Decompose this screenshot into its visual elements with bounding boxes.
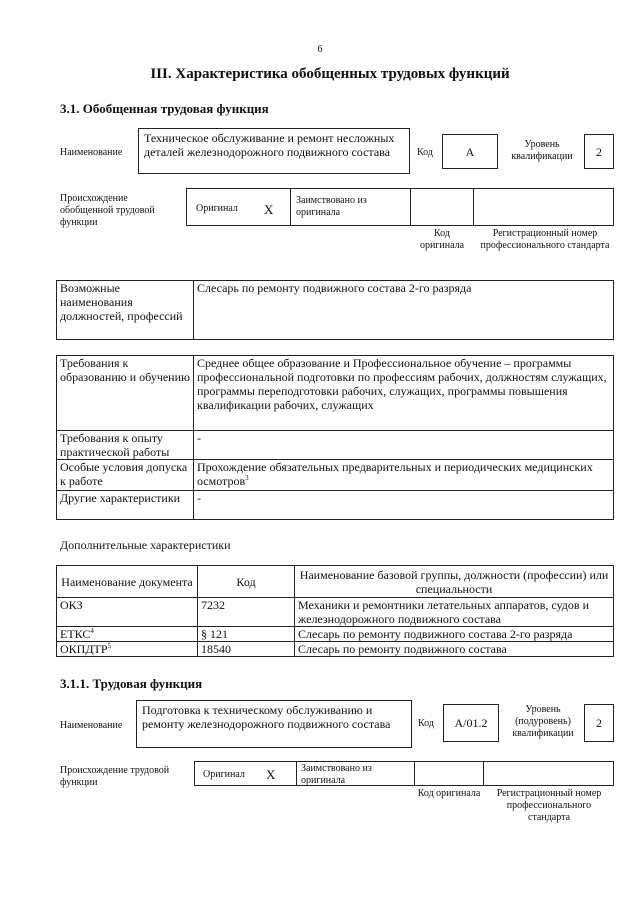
row-doc: ЕТКС: [60, 627, 91, 641]
req-education-value: Среднее общее образование и Профессиональное обучение – программы профессиональной подготовки по профессиям рабочих, должностям служащих, программы переподготовки рабочих, служащих, программы повышения квалификации рабочих, служащих: [194, 356, 614, 431]
gtf-code-original-caption: Код оригинала: [419, 228, 465, 251]
row-doc-footnote: 5: [107, 642, 112, 650]
section-title: III. Характеристика обобщенных трудовых функций: [150, 66, 510, 82]
row-doc-cell: [57, 627, 198, 642]
row-code: § 121: [198, 627, 295, 642]
row-doc-cell: [57, 642, 198, 657]
req-admission-footnote: 3: [245, 474, 249, 482]
row-doc: ОКПДТР: [60, 642, 108, 656]
req-experience-label: Требования к опыту практической работы: [57, 431, 194, 460]
tf-level-box: [584, 704, 614, 742]
gtf-original-mark: Х: [264, 202, 274, 217]
row-name: Слесарь по ремонту подвижного состава: [295, 642, 614, 657]
gtf-code-box: [442, 134, 498, 169]
tf-level-value: 2: [596, 716, 602, 730]
additional-title: Дополнительные характеристики: [60, 538, 231, 552]
row-doc-footnote: 4: [90, 627, 94, 635]
tf-name-label: Наименование: [60, 720, 123, 731]
req-other-label: Другие характеристики: [57, 491, 194, 520]
gtf-borrowed-label: Заимствовано из оригинала: [296, 195, 367, 218]
tf-origin-label: Происхождение трудовой функции: [60, 765, 170, 788]
additional-table: [56, 565, 614, 657]
gtf-name-box: [138, 128, 410, 174]
tf-borrowed-label: Заимствовано из оригинала: [301, 763, 372, 786]
gtf-level-value: 2: [596, 145, 602, 159]
req-education-label: Требования к образованию и обучению: [57, 356, 194, 431]
req-admission-cell: [194, 460, 614, 491]
gtf-code-value: А: [465, 145, 475, 159]
page-number: 6: [317, 44, 323, 55]
tf-name-value: Подготовка к техническому обслуживанию и ремонту железнодорожного подвижного состава: [142, 703, 391, 731]
positions-value: Слесарь по ремонту подвижного состава 2-го разряда: [194, 281, 614, 340]
row-code: 18540: [198, 642, 295, 657]
row-code: 7232: [198, 598, 295, 627]
gtf-heading: 3.1. Обобщенная трудовая функция: [60, 101, 269, 116]
table-row: [57, 598, 614, 627]
gtf-name-value: Техническое обслуживание и ремонт несложных деталей железнодорожного подвижного состава: [144, 131, 395, 159]
row-name: Механики и ремонтники летательных аппаратов, судов и железнодорожного подвижного состава: [295, 598, 614, 627]
gtf-reg-number-caption: Регистрационный номер профессионального стандарта: [480, 228, 610, 251]
tf-code-box: [443, 704, 499, 742]
additional-header-code: Код: [198, 566, 295, 598]
tf-code-original-caption: Код оригинала: [417, 788, 481, 799]
gtf-name-label: Наименование: [60, 147, 123, 158]
gtf-origin-label: Происхождение обобщенной трудовой функции: [60, 193, 155, 228]
gtf-level-box: [584, 134, 614, 169]
table-row: [57, 627, 614, 642]
additional-header-doc: Наименование документа: [57, 566, 198, 598]
req-admission-value: Прохождение обязательных предварительных и периодических медицинских осмотров: [197, 460, 593, 488]
requirements-table: [56, 355, 614, 520]
tf-original-mark: Х: [266, 767, 276, 782]
tf-reg-number-caption: Регистрационный номер профессионального стандарта: [496, 788, 602, 823]
req-experience-value: -: [194, 431, 614, 460]
tf-level-label: Уровень (подуровень) квалификации: [512, 704, 574, 739]
tf-heading: 3.1.1. Трудовая функция: [60, 676, 203, 691]
req-other-value: -: [194, 491, 614, 520]
req-admission-label: Особые условия допуска к работе: [57, 460, 194, 491]
tf-code-label: Код: [418, 718, 434, 729]
tf-code-value: А/01.2: [454, 716, 488, 730]
additional-header-name: Наименование базовой группы, должности (профессии) или специальности: [295, 566, 614, 598]
row-name: Слесарь по ремонту подвижного состава 2-го разряда: [295, 627, 614, 642]
positions-label: Возможные наименования должностей, профессий: [57, 281, 194, 340]
gtf-level-label: Уровень квалификации: [511, 139, 573, 162]
positions-table: [56, 280, 614, 340]
tf-name-box: [136, 700, 412, 748]
gtf-code-label: Код: [417, 147, 433, 158]
row-doc: ОКЗ: [57, 598, 198, 627]
gtf-original-label: Оригинал: [196, 203, 238, 214]
table-row: [57, 642, 614, 657]
tf-original-label: Оригинал: [203, 769, 245, 780]
